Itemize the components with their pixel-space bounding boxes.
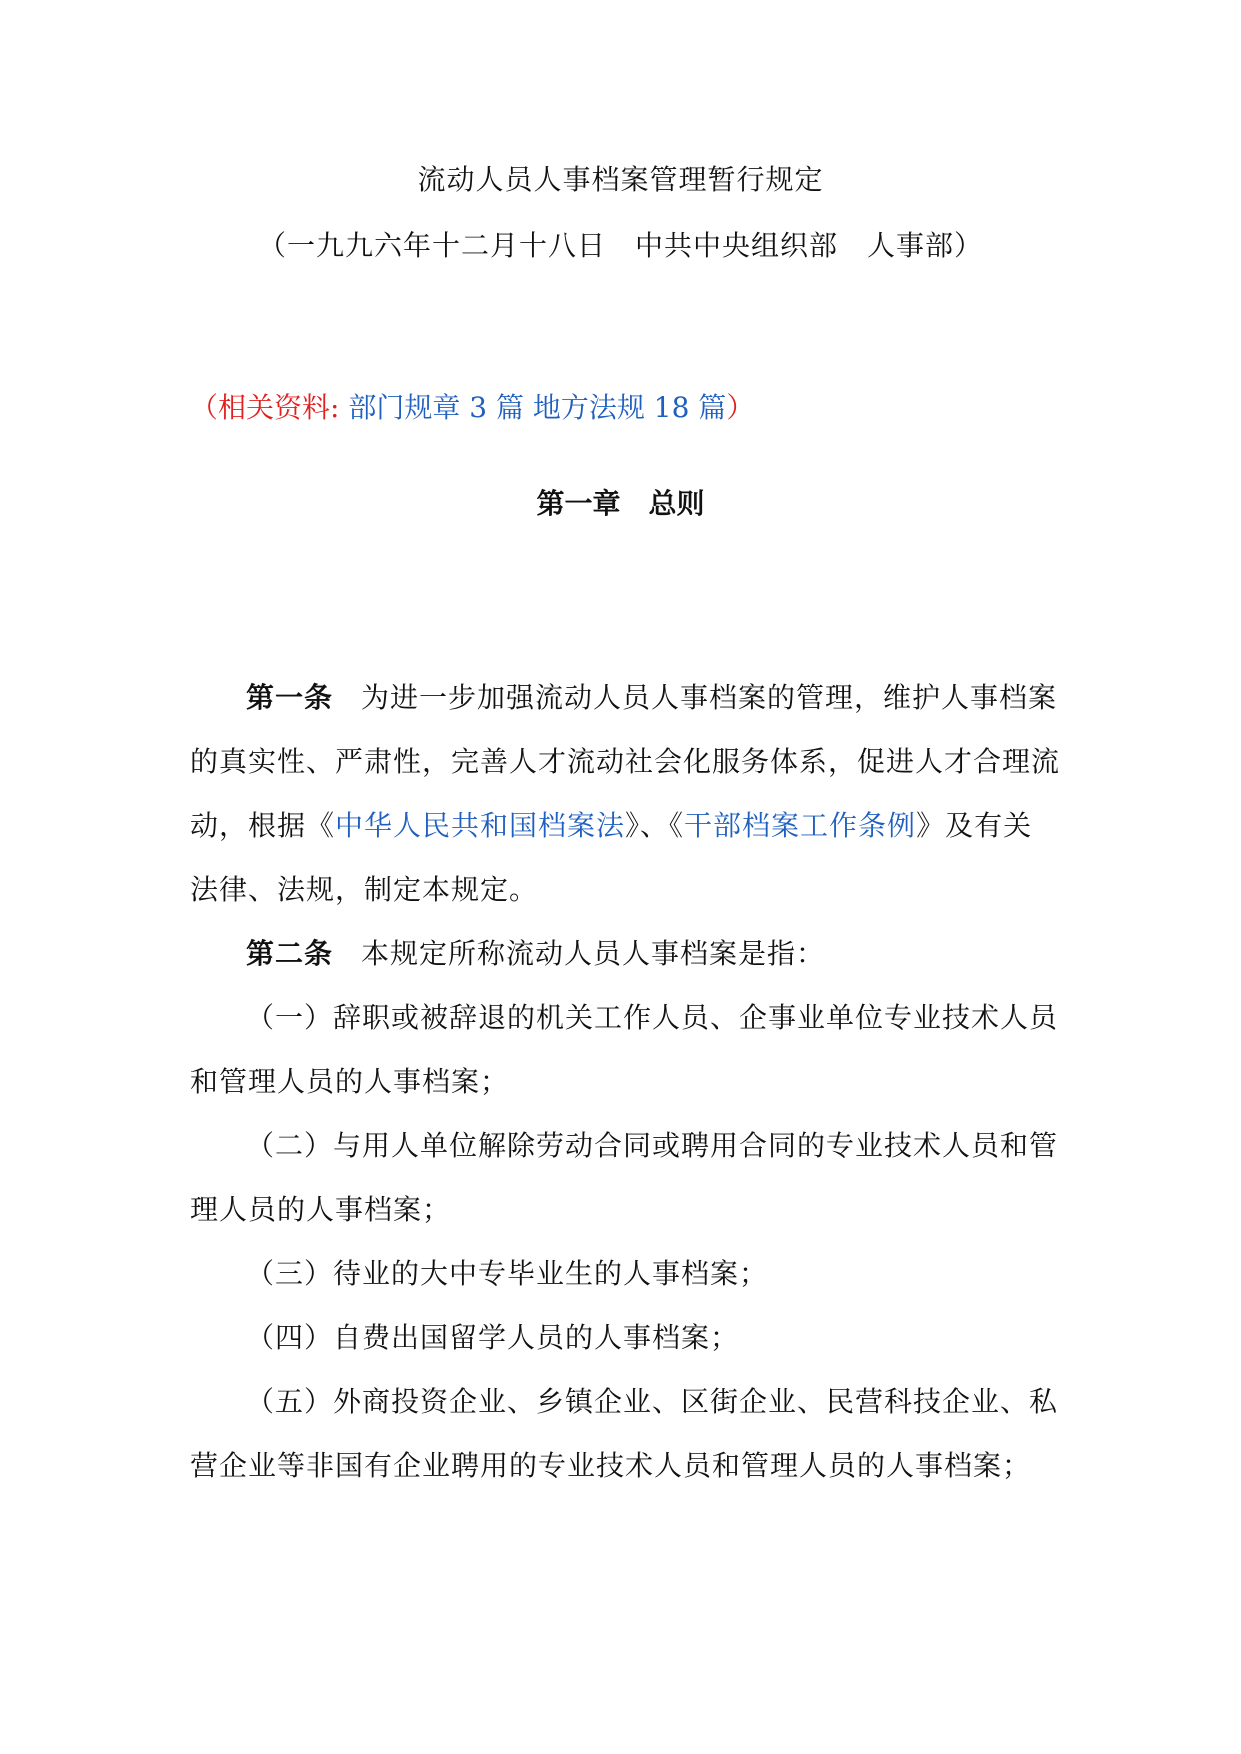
local-regulations-link[interactable]: 地方法规 18 篇 — [532, 391, 727, 424]
related-suffix: ） — [726, 391, 755, 424]
related-prefix: （相关资料: — [190, 391, 349, 424]
dept-regulations-link[interactable]: 部门规章 3 篇 — [348, 391, 524, 424]
list-item: （五）外商投资企业、乡镇企业、区街企业、民营科技企业、私营企业等非国有企业聘用的专业技术人员和管理人员的人事档案； — [190, 1385, 1059, 1482]
archives-law-link[interactable]: 中华人民共和国档案法 — [335, 809, 626, 842]
list-item: （三）待业的大中专毕业生的人事档案； — [246, 1257, 769, 1290]
cadre-archives-regulation-link[interactable]: 干部档案工作条例 — [684, 809, 917, 842]
article-1-label: 第一条 — [246, 681, 334, 714]
article-2-text: 本规定所称流动人员人事档案是指： — [361, 937, 826, 970]
list-item: （一）辞职或被辞退的机关工作人员、企事业单位专业技术人员和管理人员的人事档案； — [190, 1001, 1059, 1098]
chapter-heading: 第一章 总则 — [536, 487, 705, 520]
list-item: （二）与用人单位解除劳动合同或聘用合同的专业技术人员和管理人员的人事档案； — [190, 1129, 1059, 1226]
article-1-text-3: 》及有关法律、法规，制定本规定。 — [190, 809, 1033, 906]
article-2 — [190, 922, 1060, 986]
article-2-label: 第二条 — [246, 937, 334, 970]
article-1 — [190, 666, 1060, 922]
list-item: （四）自费出国留学人员的人事档案； — [246, 1321, 740, 1354]
article-1-text-2: 》、《 — [625, 809, 685, 842]
document-subtitle: （一九九六年十二月十八日 中共中央组织部 人事部） — [257, 229, 983, 262]
article-1-text: 为进一步加强流动人员人事档案的管理，维护人事档案的真实性、严肃性，完善人才流动社会化服务体系，促进人才合理流动，根据《 — [190, 681, 1061, 842]
document-title: 流动人员人事档案管理暂行规定 — [417, 163, 824, 196]
related-materials — [190, 388, 754, 428]
document-body — [190, 666, 1060, 1498]
